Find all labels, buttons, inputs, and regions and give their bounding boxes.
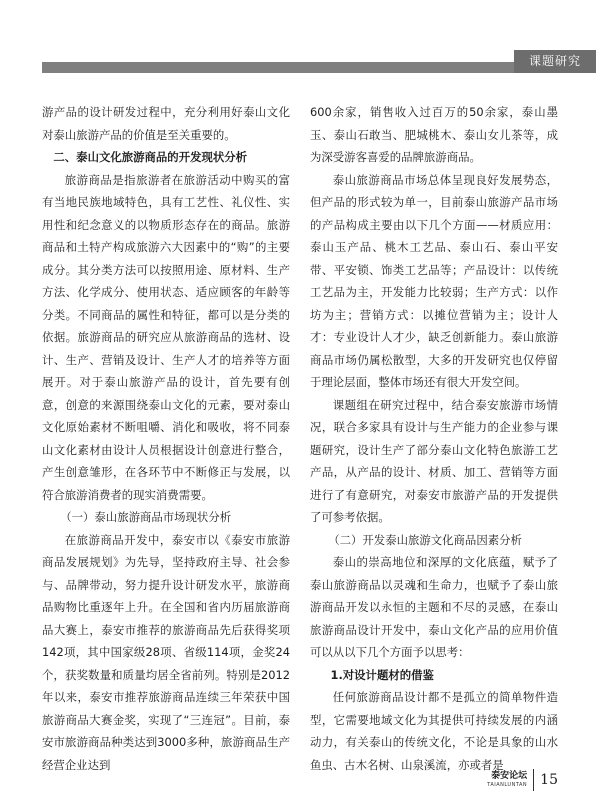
paragraph: 泰山旅游商品市场总体呈现良好发展势态，但产品的形式较为单一，目前泰山旅游产品市场的产品构成主要由以下几个方面——材质应用：泰山玉产品、桃木工艺品、泰山石、泰山平安带、平安锁、饰类工艺品等；产品设计：以传统工艺品为主，开发能力比较弱；生产方式：以作坊为主；营销方式：以摊位营销为主；设计人才：专业设计人才少，缺乏创新能力。泰山旅游商品市场仍属松散型，大多的开发研究也仅停留于理论层面，整体市场还有很大开发空间。 [310,172,558,389]
page-footer [487,765,558,795]
journal-title: 泰安论坛 [491,771,528,781]
paragraph: 泰山的崇高地位和深厚的文化底蕴，赋予了泰山旅游商品以灵魂和生命力，也赋予了泰山旅游商品开发以永恒的主题和不尽的灵感，在泰山旅游商品设计开发中，泰山文化产品的应用价值可以从以下几个方面予以思考： [310,555,558,659]
section-label: 课题研究 [514,50,596,73]
paragraph: 在旅游商品开发中，泰安市以《泰安市旅游商品发展规划》为先导，坚持政府主导、社会参与、品牌带动，努力提升设计研发水平，旅游商品购物比重逐年上升。在全国和省内历届旅游商品大赛上，泰安市推荐的旅游商品先后获得奖项142项，其中国家级28项、省级114项，金奖24个，获奖数量和质量均居全省前列。特别是2012年以来，泰安市推荐旅游商品连续三年荣获中国旅游商品大赛金奖，实现了“三连冠”。目前，泰安市旅游商品种类达到3000多种，旅游商品生产经营企业达到 [42,532,290,772]
paragraph: 游产品的设计研发过程中，充分利用好泰山文化对泰山旅游产品的价值是至关重要的。 [42,105,290,142]
journal-name [487,771,527,789]
subsection-heading: （一）泰山旅游商品市场现状分析 [60,510,232,524]
paragraph: 600余家，销售收入过百万的50余家，泰山墨玉、泰山石敢当、肥城桃木、泰山女儿茶等，成为深受游客喜爱的品牌旅游商品。 [310,105,558,164]
subsection-heading: （二）开发泰山旅游文化商品因素分析 [328,532,522,547]
footer-divider [533,769,534,791]
page-number: 15 [540,772,558,788]
section-heading: 二、泰山文化旅游商品的开发现状分析 [53,150,248,164]
item-heading: 1.对设计题材的借鉴 [330,667,434,682]
paragraph: 课题组在研究过程中，结合泰安旅游市场情况，联合多家具有设计与生产能力的企业参与课题研究，设计生产了部分泰山文化特色旅游工艺产品，从产品的设计、材质、加工、营销等方面进行了有意研究，对泰安市旅游产品的开发提供了可参考依据。 [310,397,558,524]
paragraph: 任何旅游商品设计都不是孤立的简单物件造型，它需要地域文化为其提供可持续发展的内涵动力，有关泰山的传统文化，不论是具象的山水鱼虫、古木名树、山泉溪流，亦或者是 [310,690,558,772]
journal-title-pinyin: TAIANLUNTAN [487,782,528,788]
left-column [42,101,290,776]
header-bar [42,62,596,73]
paragraph: 旅游商品是指旅游者在旅游活动中购买的富有当地民族地域特色，具有工艺性、礼仪性、实用性和纪念意义的以物质形态存在的商品。旅游商品和土特产构成旅游六大因素中的“购”的主要成分。其分类方法可以按照用途、原材料、生产方法、化学成分、使用状态、适应顾客的年龄等分类。不同商品的属性和特征，都可以是分类的依据。旅游商品的研究应从旅游商品的选材、设计、生产、营销及设计、生产人才的培养等方面展开。对于泰山旅游产品的设计，首先要有创意，创意的来源围绕泰山文化的元素，要对泰山文化原始素材不断咀嚼、消化和吸收，将不同泰山文化素材由设计人员根据设计创意进行整合，产生创意雏形，在各环节中不断修正与发展，以符合旅游消费者的现实消费需要。 [42,172,290,502]
right-column [310,101,558,776]
